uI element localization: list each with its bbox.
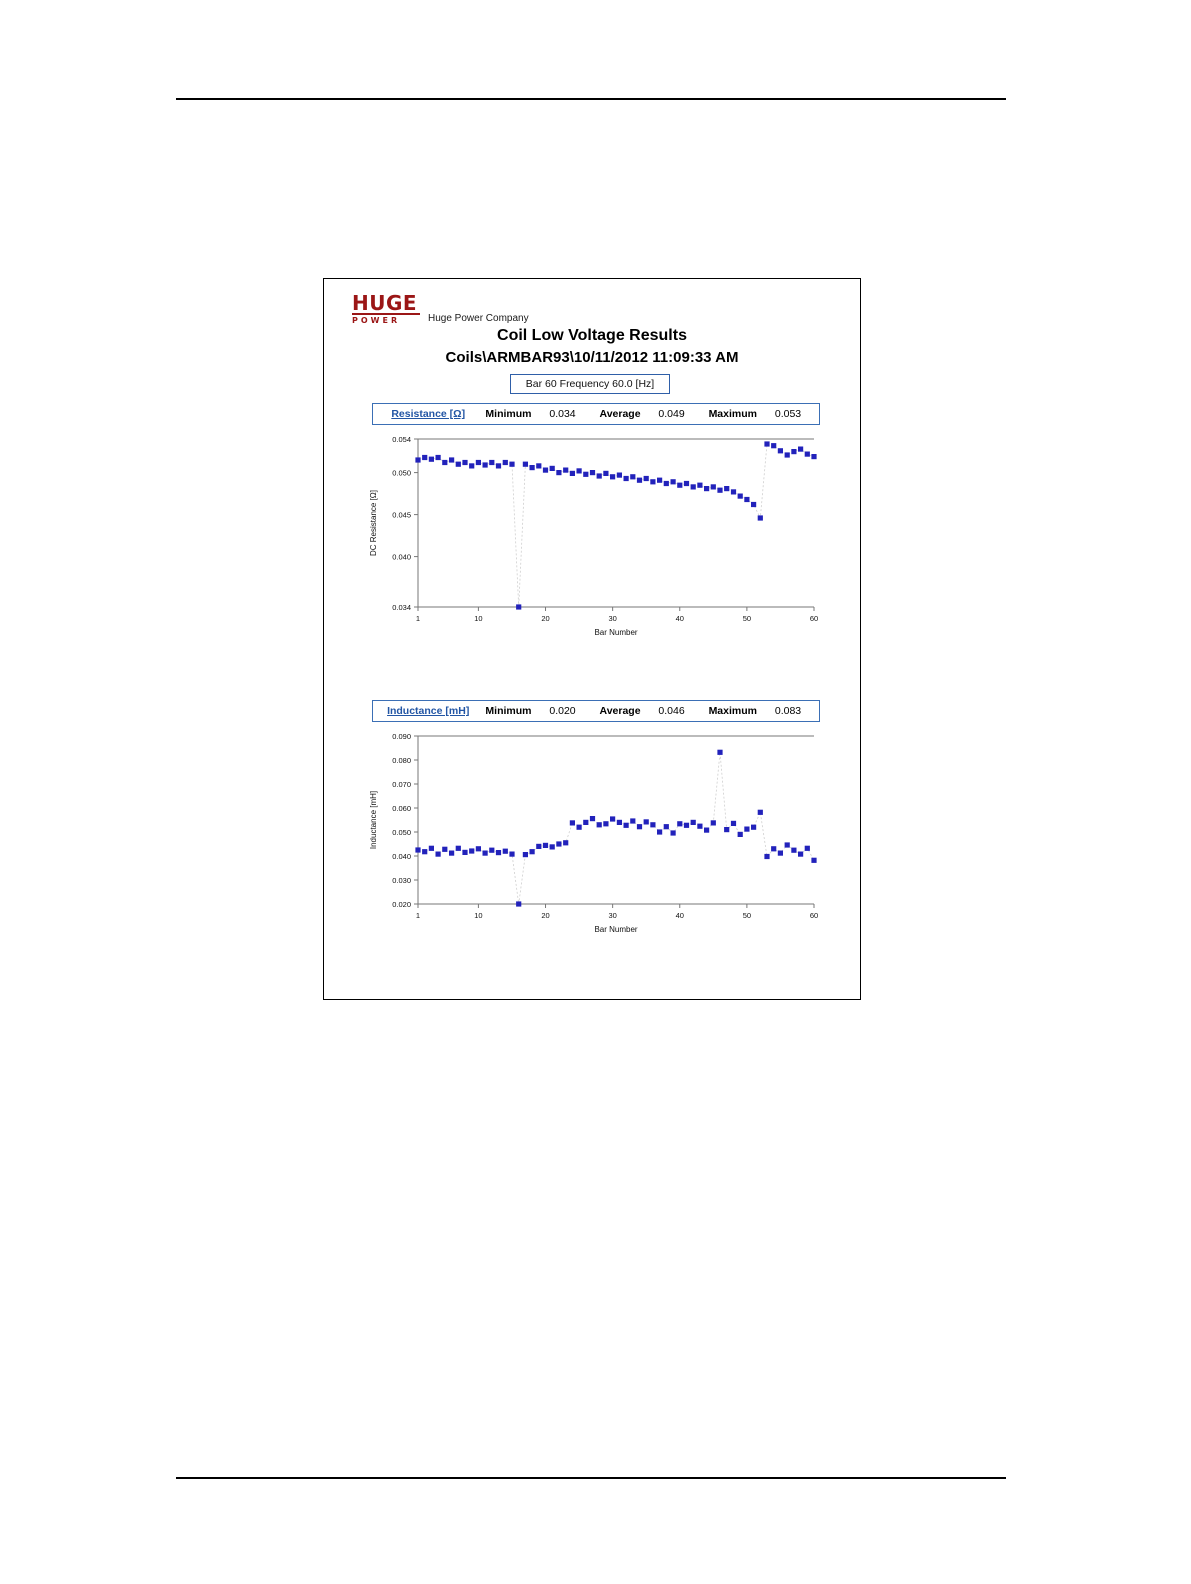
inductance-chart	[362, 728, 824, 946]
inductance-minimum-label: Minimum	[485, 705, 532, 717]
report-path-timestamp: Coils\ARMBAR93\10/11/2012 11:09:33 AM	[445, 349, 739, 366]
svg-text:0.045: 0.045	[392, 510, 411, 520]
svg-text:1: 1	[415, 911, 421, 920]
svg-text:60: 60	[809, 911, 819, 920]
svg-text:60: 60	[809, 614, 819, 623]
inductance-average-label: Average	[599, 705, 641, 717]
svg-text:0.034: 0.034	[392, 603, 411, 612]
logo-power-text: POWER	[352, 313, 420, 326]
svg-text:30: 30	[608, 911, 617, 920]
svg-text:0.070: 0.070	[392, 780, 411, 789]
inductance-unit-label: Inductance [mH]	[387, 705, 470, 717]
resistance-unit-label: Resistance [Ω]	[391, 408, 466, 420]
company-logo	[352, 293, 832, 327]
resistance-maximum-value: 0.053	[774, 408, 802, 420]
svg-text:0.020: 0.020	[392, 900, 411, 909]
company-name-label: Huge Power Company	[428, 313, 529, 324]
inductance-average-value: 0.046	[658, 705, 685, 717]
svg-text:20: 20	[541, 911, 550, 920]
svg-text:50: 50	[742, 614, 752, 623]
svg-text:0.030: 0.030	[392, 876, 411, 885]
svg-text:0.060: 0.060	[392, 804, 411, 813]
page-top-rule	[176, 98, 1006, 100]
inductance-maximum-value: 0.083	[774, 705, 802, 717]
inductance-minimum-value: 0.020	[549, 705, 576, 717]
svg-text:30: 30	[608, 614, 617, 623]
page-title: Coil Low Voltage Results	[497, 327, 687, 344]
svg-text:0.080: 0.080	[392, 756, 411, 765]
svg-text:0.050: 0.050	[392, 468, 411, 478]
svg-text:10: 10	[474, 911, 483, 920]
svg-text:40: 40	[675, 614, 684, 623]
svg-text:Bar Number: Bar Number	[594, 925, 638, 934]
resistance-stat-bar	[372, 403, 820, 425]
svg-text:20: 20	[541, 614, 550, 623]
bar-frequency-box: Bar 60 Frequency 60.0 [Hz]	[510, 374, 670, 394]
svg-text:0.090: 0.090	[392, 732, 411, 741]
resistance-minimum-value: 0.034	[549, 408, 576, 420]
svg-text:0.040: 0.040	[392, 552, 411, 562]
svg-text:DC Resistance [Ω]: DC Resistance [Ω]	[369, 490, 378, 556]
inductance-maximum-label: Maximum	[708, 705, 757, 717]
svg-text:Bar Number: Bar Number	[594, 628, 638, 637]
coil-report-card	[323, 278, 861, 1000]
page-bottom-rule	[176, 1477, 1006, 1479]
resistance-average-label: Average	[599, 408, 641, 420]
svg-text:0.054: 0.054	[392, 435, 411, 444]
svg-text:0.040: 0.040	[392, 852, 411, 861]
resistance-maximum-label: Maximum	[708, 408, 757, 420]
svg-text:40: 40	[675, 911, 684, 920]
svg-text:0.050: 0.050	[392, 828, 411, 837]
resistance-minimum-label: Minimum	[485, 408, 532, 420]
inductance-stat-bar	[372, 700, 820, 722]
svg-text:1: 1	[415, 614, 421, 623]
resistance-average-value: 0.049	[658, 408, 685, 420]
svg-text:50: 50	[742, 911, 752, 920]
svg-text:Inductance [mH]: Inductance [mH]	[369, 790, 378, 850]
logo-huge-text: HUGE	[352, 291, 418, 315]
svg-text:10: 10	[474, 614, 483, 623]
resistance-chart	[362, 431, 824, 649]
